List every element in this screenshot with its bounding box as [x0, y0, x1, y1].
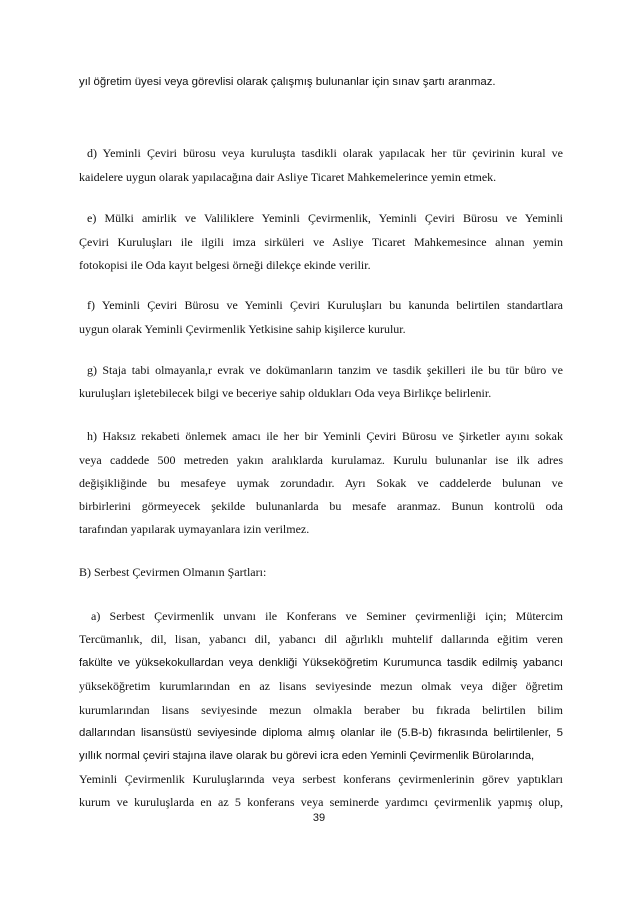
text-line: tarafından yapılarak uymayanlara izin verilmez. — [79, 522, 310, 536]
text-line: fotokopisi ile Oda kayıt belgesi örneği dilekçe ekinde verilir. — [79, 258, 371, 272]
text-line: dallarından lisansüstü seviyesinde diploma almış olanlar ile (5.B-b) fıkrasında belirtilenler, 5 — [79, 727, 563, 739]
text-line: kurumlarından lisans seviyesinde mezun olmakla beraber bu fıkrada belirtilen bilim — [79, 703, 563, 717]
text-line: Tercümanlık, dil, lisan, yabancı dil, yabancı dil ağırlıklı muhtelif dallarında eğitim veren — [79, 632, 563, 646]
page-number: 39 — [312, 812, 326, 824]
text-line: yıl öğretim üyesi veya görevlisi olarak çalışmış bulunanlar için sınav şartı aranmaz. — [79, 76, 496, 88]
text-line: fakülte ve yüksekokullardan veya denkliği Yükseköğretim Kurumunca tasdik edilmiş yabancı — [79, 657, 563, 669]
text-line: uygun olarak Yeminli Çevirmenlik Yetkisine sahip kişilerce kurulur. — [79, 322, 406, 336]
text-line: yükseköğretim kurumlarından en az lisans seviyesinde mezun olmak veya diğer öğretim — [79, 679, 563, 693]
text-line: Yeminli Çevirmenlik Kuruluşlarında veya serbest konferans çevirmenlerinin görev yaptıkları — [79, 772, 563, 786]
text-line: f) Yeminli Çeviri Bürosu ve Yeminli Çeviri Kuruluşları bu kanunda belirtilen standartlara — [87, 298, 563, 312]
text-line: d) Yeminli Çeviri bürosu veya kuruluşta tasdikli olarak yapılacak her tür çevirinin kural ve — [87, 146, 563, 160]
text-line: kuruluşları işletebilecek bilgi ve beceriye sahip oldukları Oda veya Birlikçe belirlenir. — [79, 386, 492, 400]
text-line: Çeviri Kuruluşları ile ilgili imza sirküleri ve Asliye Ticaret Mahkemesince alınan yemin — [79, 235, 563, 249]
text-line: a) Serbest Çevirmenlik unvanı ile Konferans ve Seminer çevirmenliği için; Mütercim — [91, 609, 563, 623]
text-line: h) Haksız rekabeti önlemek amacı ile her bir Yeminli Çeviri Bürosu ve Şirketler ayını sokak — [87, 429, 563, 443]
text-line: değişikliğinde bu mesafeye uymak zorundadır. Ayrı Sokak ve caddelerde bulunan ve — [79, 476, 563, 490]
text-line: birbirlerini görmeyecek şekilde bulunanlarda bu mesafe aranmaz. Bunun kontrolü oda — [79, 499, 563, 513]
text-line: veya caddede 500 metreden yakın aralıklarda kurulamaz. Kurulu bulunanlar ise ilk adres — [79, 453, 563, 467]
text-line: e) Mülki amirlik ve Valiliklere Yeminli Çevirmenlik, Yeminli Çeviri Bürosu ve Yeminli — [87, 211, 563, 225]
text-line: kurum ve kuruluşlarda en az 5 konferans veya seminerde yardımcı çevirmenlik yapmış olup, — [79, 795, 563, 809]
section-heading: B) Serbest Çevirmen Olmanın Şartları: — [79, 565, 267, 579]
text-line: yıllık normal çeviri stajına ilave olarak bu görevi icra eden Yeminli Çevirmenlik Bürolarında, — [79, 750, 535, 762]
text-line: g) Staja tabi olmayanla,r evrak ve dokümanların tanzim ve tasdik şekilleri ile bu tür büro ve — [87, 363, 563, 377]
text-line: kaidelere uygun olarak yapılacağına dair Asliye Ticaret Mahkemelerince yemin etmek. — [79, 170, 497, 184]
